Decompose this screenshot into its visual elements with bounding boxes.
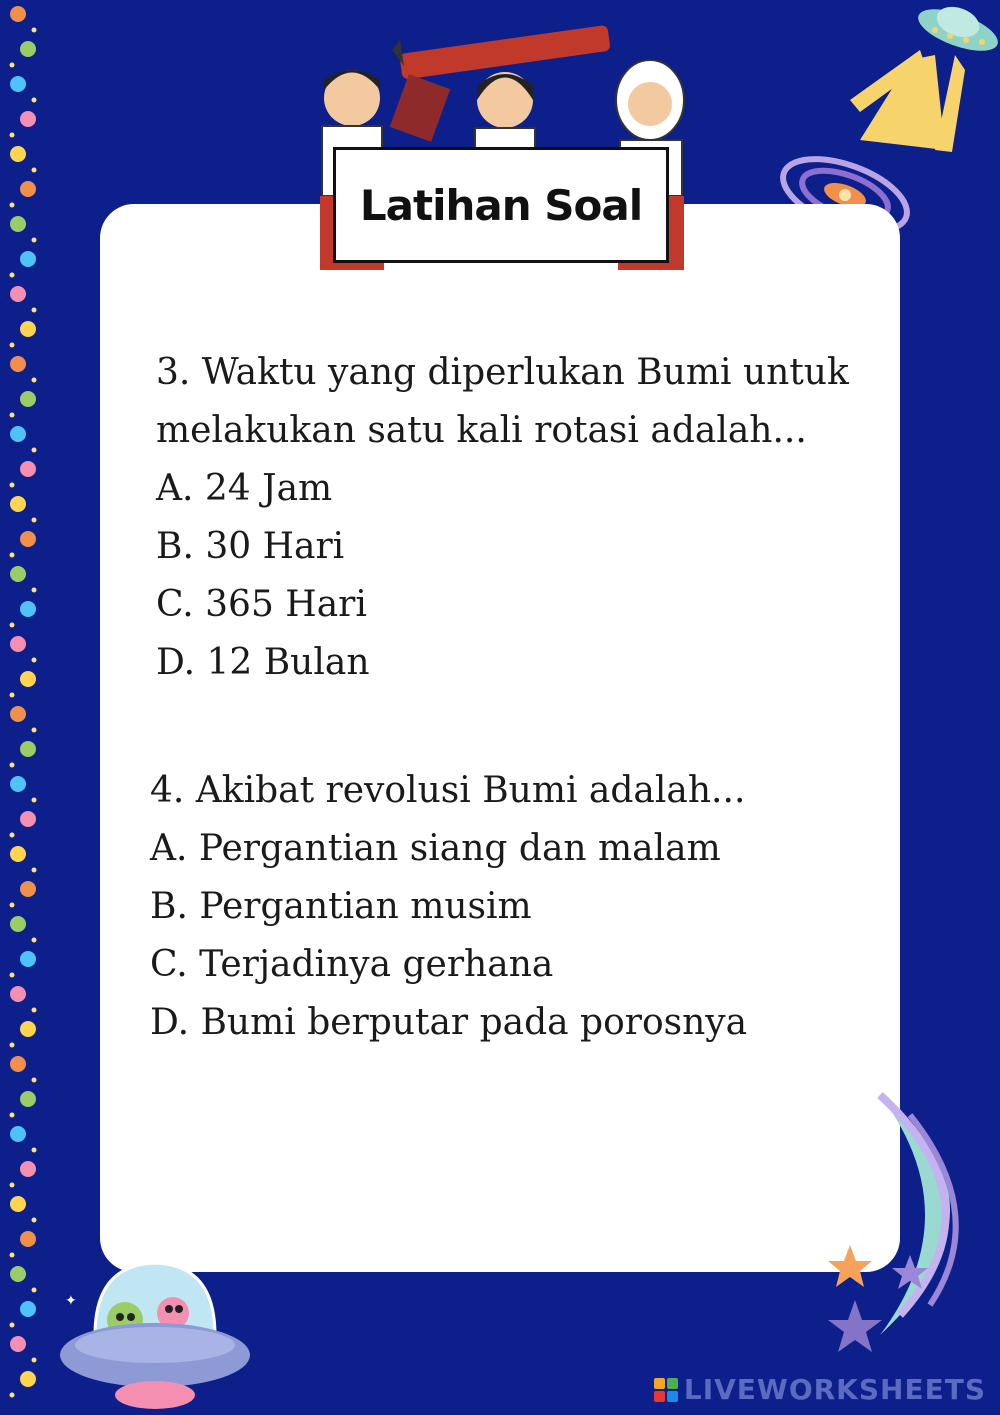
question-text: melakukan satu kali rotasi adalah... (156, 410, 807, 451)
option-d[interactable]: D. Bumi berputar pada porosnya (150, 1002, 748, 1043)
svg-text:✦: ✦ (205, 1249, 221, 1270)
question-4 (150, 762, 747, 1052)
page-title: Latihan Soal (359, 180, 643, 230)
pencil-icon (392, 25, 611, 80)
question-text: 4. Akibat revolusi Bumi adalah... (150, 770, 746, 811)
option-a[interactable]: A. 24 Jam (156, 468, 333, 509)
option-b[interactable]: B. Pergantian musim (150, 886, 532, 927)
watermark-text: LIVEWORKSHEETS (683, 1373, 986, 1406)
alien-ufo-icon (55, 1245, 255, 1415)
liveworksheets-logo-icon (654, 1378, 678, 1402)
planet-border-icon (0, 0, 44, 1414)
svg-text:✦: ✦ (65, 1293, 77, 1309)
option-a[interactable]: A. Pergantian siang dan malam (150, 828, 721, 869)
title-board (333, 147, 669, 263)
moon-stars-icon (820, 1085, 1000, 1365)
option-d[interactable]: D. 12 Bulan (156, 642, 370, 683)
option-c[interactable]: C. Terjadinya gerhana (150, 944, 554, 985)
option-b[interactable]: B. 30 Hari (156, 526, 345, 567)
watermark (654, 1373, 986, 1406)
question-3 (156, 344, 849, 692)
option-c[interactable]: C. 365 Hari (156, 584, 367, 625)
question-text: 3. Waktu yang diperlukan Bumi untuk (156, 352, 849, 393)
